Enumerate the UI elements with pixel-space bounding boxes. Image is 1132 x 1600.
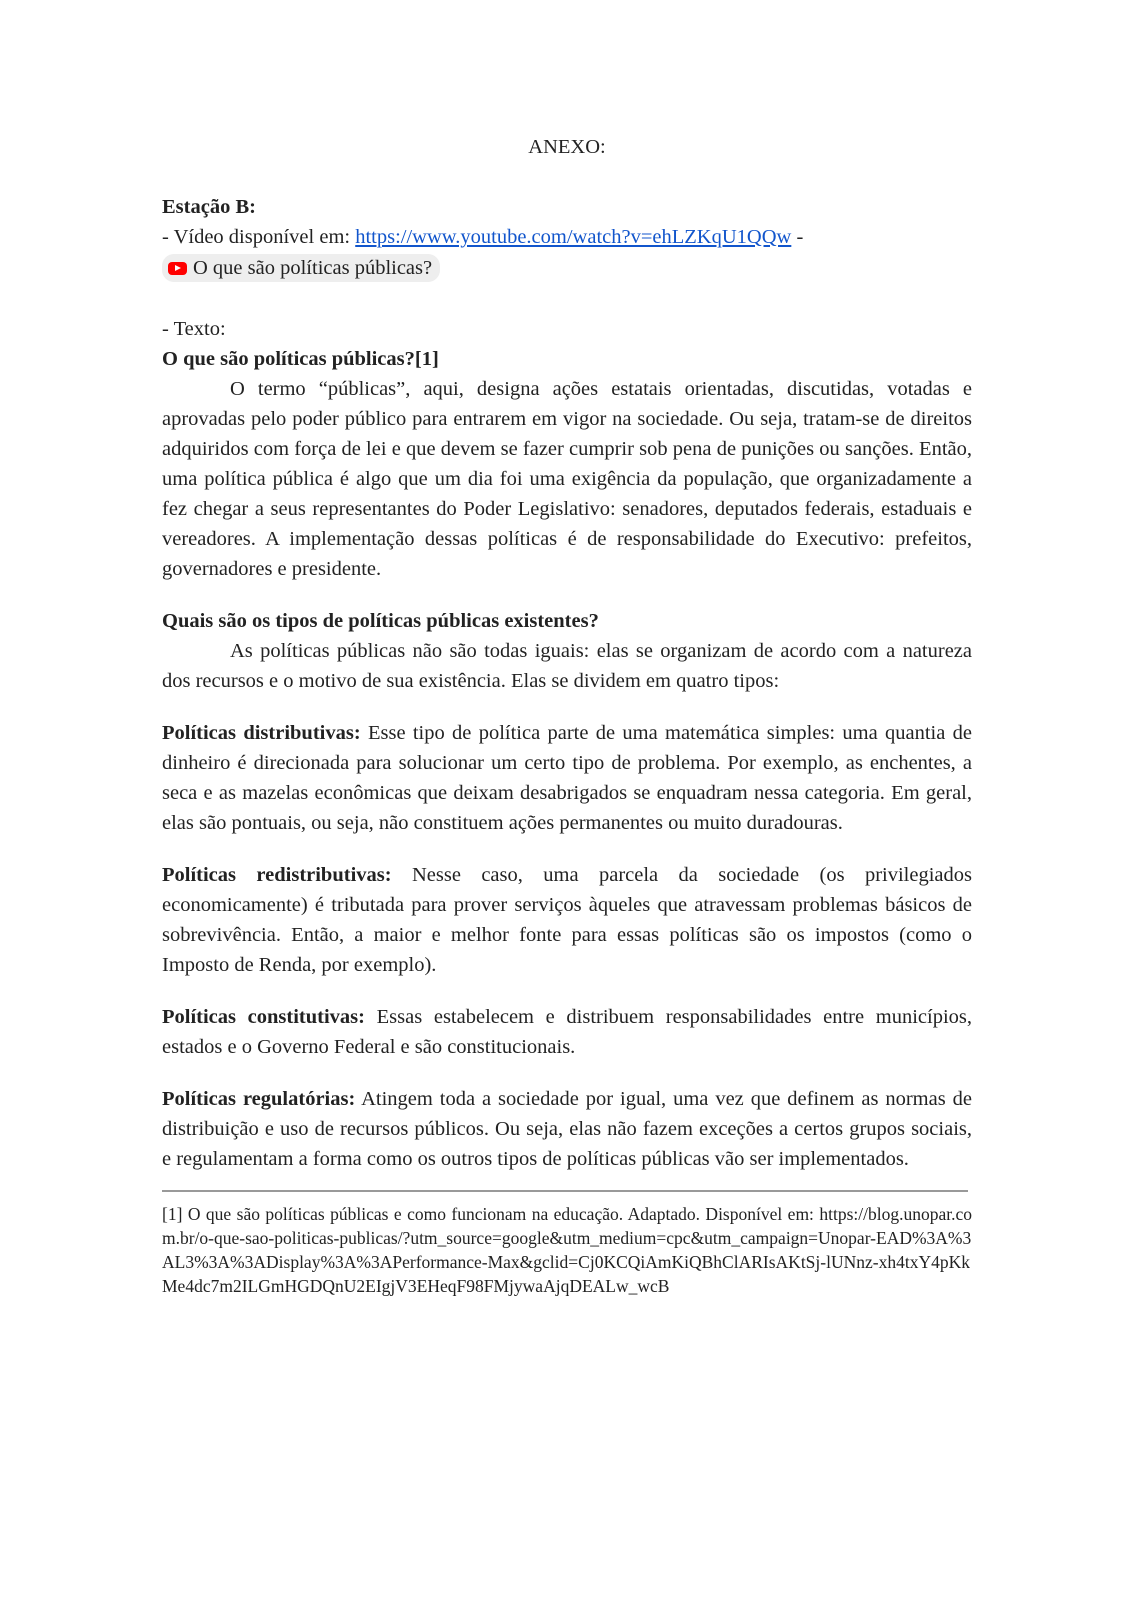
policy-type-text: Nesse caso, uma parcela da sociedade (os privilegiados economicamente) é tributada para prover serviços àqueles que atravessam problemas básicos de sobrevivência. Então, a maior e melhor fonte para essas políticas são os impostos (como o Imposto de Renda, por exemplo). xyxy=(162,863,972,976)
video-line xyxy=(162,222,972,252)
video-chip-title: O que são políticas públicas? xyxy=(193,257,433,279)
video-link[interactable]: https://www.youtube.com/watch?v=ehLZKqU1QQw xyxy=(355,226,792,248)
youtube-icon xyxy=(168,262,187,275)
policy-type-text: Atingem toda a sociedade por igual, uma vez que definem as normas de distribuição e uso de recursos públicos. Ou seja, elas não fazem exceções a certos grupos sociais, e regulamentam a forma como os outros tipos de políticas públicas vão ser implementados. xyxy=(162,1087,972,1170)
policy-type-redistributive xyxy=(162,860,972,980)
policy-type-constitutive xyxy=(162,1002,972,1062)
policy-type-label: Políticas distributivas: xyxy=(162,721,361,744)
types-heading: Quais são os tipos de políticas públicas existentes? xyxy=(162,609,599,632)
video-suffix: - xyxy=(791,226,804,248)
article-title-text: O que são políticas públicas? xyxy=(162,347,415,370)
policy-type-regulatory xyxy=(162,1084,972,1174)
station-heading: Estação B: xyxy=(162,196,256,218)
footnote-marker: [1] xyxy=(162,1203,183,1224)
text-label: - Texto: xyxy=(162,317,226,340)
policy-type-label: Políticas redistributivas: xyxy=(162,863,392,886)
annex-title: ANEXO: xyxy=(528,136,606,158)
footnote-reference[interactable]: [1] xyxy=(414,347,439,370)
footnote-text: O que são políticas públicas e como funcionam na educação. Adaptado. Disponível em: https://blog.unopar.com.br/o-que-sao-politicas-publicas/?utm_source=google&utm_medium=cpc&utm_campaign=Unopar-EAD%3A%3AL3%3A%3ADisplay%3A%3APerformance-Max&gclid=Cj0KCQiAmKiQBhClARIsAKtSj-lUNnz-xh4txY4pKkMe4dc7m2ILGmHGDQnU2EIgjV3EHeqF98FMjywaAjqDEALw_wcB xyxy=(162,1203,972,1296)
footnote-divider xyxy=(162,1190,968,1192)
policy-type-distributive xyxy=(162,718,972,838)
video-chip[interactable] xyxy=(162,254,440,282)
footnote xyxy=(162,1202,972,1298)
article-intro: O termo “públicas”, aqui, designa ações estatais orientadas, discutidas, votadas e aprovadas pelo poder público para entrarem em vigor na sociedade. Ou seja, tratam-se de direitos adquiridos com força de lei e que devem se fazer cumprir sob pena de punições ou sanções. Então, uma política pública é algo que um dia foi uma exigência da população, que organizadamente a fez chegar a seus representantes do Poder Legislativo: senadores, deputados federais, estaduais e vereadores. A implementação dessas políticas é de responsabilidade do Executivo: prefeitos, governadores e presidente. xyxy=(162,377,972,580)
types-intro: As políticas públicas não são todas iguais: elas se organizam de acordo com a natureza dos recursos e o motivo de sua existência. Elas se dividem em quatro tipos: xyxy=(162,639,972,692)
policy-type-text: Essas estabelecem e distribuem responsabilidades entre municípios, estados e o Governo Federal e são constitucionais. xyxy=(162,1005,972,1058)
policy-type-label: Políticas regulatórias: xyxy=(162,1087,356,1110)
article-title xyxy=(162,344,972,374)
policy-type-text: Esse tipo de política parte de uma matemática simples: uma quantia de dinheiro é direcionada para solucionar um certo tipo de problema. Por exemplo, as enchentes, a seca e as mazelas econômicas que deixam desabrigados se enquadram nessa categoria. Em geral, elas são pontuais, ou seja, não constituem ações permanentes ou muito duradouras. xyxy=(162,721,973,834)
policy-type-label: Políticas constitutivas: xyxy=(162,1005,365,1028)
video-prefix: - Vídeo disponível em: xyxy=(162,226,356,248)
document-page xyxy=(162,132,972,1298)
